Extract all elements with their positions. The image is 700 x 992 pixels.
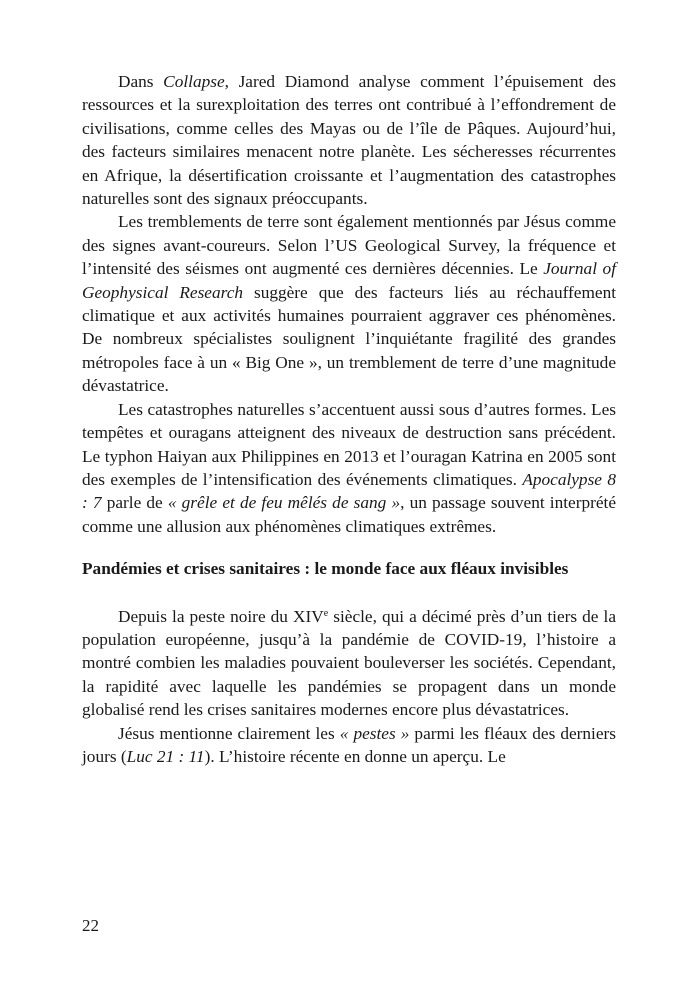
text-run: parmi les fléaux des derniers jours ( (82, 723, 616, 766)
italic-text: Journal of Geophysical Research (82, 259, 616, 302)
italic-text: « grêle et de feu mêlés de sang » (167, 493, 401, 513)
italic-text: Apocalypse 8 : 7 (82, 469, 616, 513)
italic-text: « pestes » (339, 723, 410, 743)
paragraph-5 (82, 722, 616, 769)
page-number: 22 (82, 916, 99, 935)
superscript-text: e (323, 607, 329, 619)
text-run: parle de (101, 493, 168, 513)
text-run: ). L’histoire récente en donne un aperçu. Le (204, 746, 506, 766)
text-run: Jésus mentionne clairement les (118, 723, 340, 743)
text-run: , Jared Diamond analyse comment l’épuisement des ressources et la surexploitation des terres ont contribué à l’effondrement de civilisations, comme celles des Mayas ou de l’île de Pâques. Aujourd’hui, des facteurs similaires menacent notre planète. Les sécheresses récurrentes en Afrique, la désertification croissante et l’augmentation des catastrophes naturelles sont des signaux préoccupants. (82, 72, 616, 209)
italic-text: Collapse (163, 72, 225, 91)
section-heading: Pandémies et crises sanitaires : le monde face aux fléaux invisibles (82, 559, 569, 579)
text-run: suggère que des facteurs liés au réchauffement climatique et aux activités humaines pourraient aggraver ces phénomènes. De nombreux spécialistes soulignent l’inquiétante fragilité des grandes métropoles face à un « Big One », un tremblement de terre d’une magnitude dévastatrice. (82, 282, 617, 396)
body-text (82, 70, 616, 768)
italic-text: Luc 21 : 11 (126, 746, 205, 766)
paragraph-1 (82, 70, 616, 210)
text-run: Les tremblements de terre sont également mentionnés par Jésus comme des signes avant-coureurs. Selon l’US Geological Survey, la fréquence et l’intensité des séismes ont augmenté ces dernières décennies. Le (82, 212, 616, 279)
text-run: Depuis la peste noire du XIV (118, 606, 324, 626)
text-run: , un passage souvent interprété comme une allusion aux phénomènes climatiques extrêmes. (82, 493, 617, 536)
paragraph-3 (82, 398, 616, 538)
text-run: Dans (118, 72, 164, 91)
paragraph-4 (82, 605, 616, 722)
text-run: siècle, qui a décimé près d’un tiers de la population européenne, jusqu’à la pandémie de COVID-19, l’histoire a montré combien les maladies pouvaient bouleverser les sociétés. Cependant, la rapidité avec laquelle les pandémies se propagent dans un monde globalisé rend les crises sanitaires modernes encore plus dévastatrices. (82, 606, 616, 720)
text-run: Les catastrophes naturelles s’accentuent aussi sous d’autres formes. Les tempêtes et ouragans atteignent des niveaux de destruction sans précédent. Le typhon Haiyan aux Philippines en 2013 et l’ouragan Katrina en 2005 sont des exemples de l’intensification des événements climatiques. (82, 399, 616, 489)
paragraph-2 (82, 210, 616, 397)
